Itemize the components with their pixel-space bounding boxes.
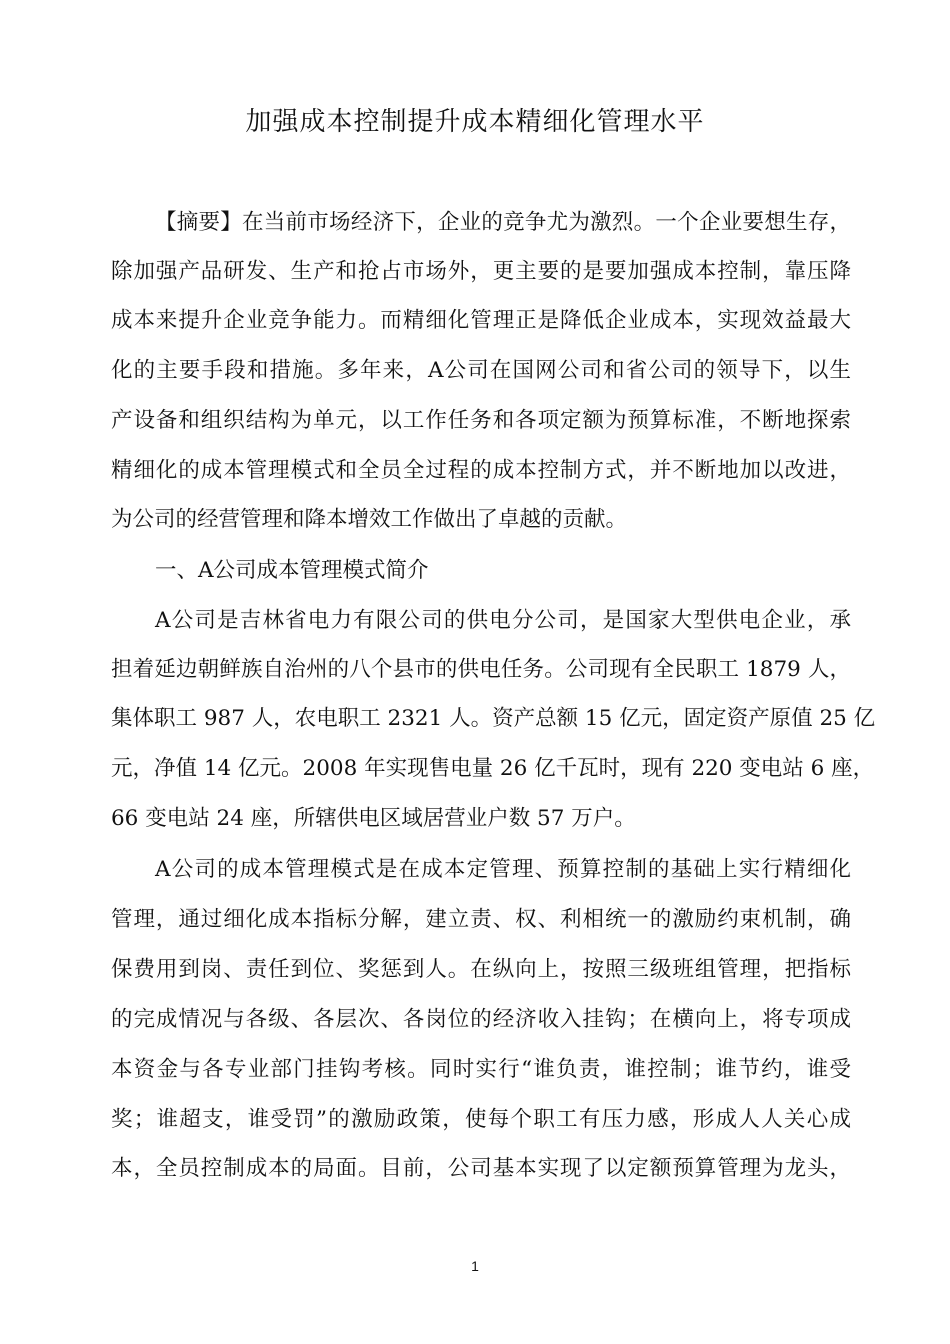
page-number: 1	[471, 1258, 479, 1274]
document-title: 加强成本控制提升成本精细化管理水平	[245, 107, 705, 137]
abstract-line: 除加强产品研发、生产和抢占市场外，更主要的是要加强成本控制，靠压降	[111, 259, 851, 284]
abstract-line: 精细化的成本管理模式和全员全过程的成本控制方式，并不断地加以改进，	[111, 458, 851, 483]
section-heading: 一、A公司成本管理模式简介	[155, 558, 429, 583]
paragraph-line: 66 变电站 24 座，所辖供电区域居营业户数 57 万户。	[111, 806, 636, 831]
abstract-line: 化的主要手段和措施。多年来，A公司在国网公司和省公司的领导下，以生	[111, 358, 851, 383]
paragraph-line: A公司是吉林省电力有限公司的供电分公司，是国家大型供电企业，承	[155, 608, 851, 633]
paragraph-line: 本资金与各专业部门挂钩考核。同时实行“谁负责，谁控制；谁节约，谁受	[111, 1057, 851, 1082]
paragraph-line: 奖；谁超支，谁受罚”的激励政策，使每个职工有压力感，形成人人关心成	[111, 1107, 851, 1132]
paragraph-line: 担着延边朝鲜族自治州的八个县市的供电任务。公司现有全民职工 1879 人，	[111, 657, 851, 682]
abstract-line: 为公司的经营管理和降本增效工作做出了卓越的贡献。	[111, 507, 628, 532]
paragraph-line: 元，净值 14 亿元。2008 年实现售电量 26 亿千瓦时，现有 220 变电站 6 座，	[111, 756, 875, 781]
paragraph-line: 保费用到岗、责任到位、奖惩到人。在纵向上，按照三级班组管理，把指标	[111, 957, 851, 982]
paragraph-line: 本，全员控制成本的局面。目前，公司基本实现了以定额预算管理为龙头，	[111, 1156, 851, 1181]
paragraph-line: 的完成情况与各级、各层次、各岗位的经济收入挂钩；在横向上，将专项成	[111, 1007, 851, 1032]
paragraph-line: 集体职工 987 人，农电职工 2321 人。资产总额 15 亿元，固定资产原值 25 亿	[111, 706, 876, 731]
abstract-line: 产设备和组织结构为单元，以工作任务和各项定额为预算标准，不断地探索	[111, 408, 851, 433]
paragraph-line: A公司的成本管理模式是在成本定管理、预算控制的基础上实行精细化	[155, 857, 851, 882]
abstract-line: 成本来提升企业竞争能力。而精细化管理正是降低企业成本，实现效益最大	[111, 308, 851, 333]
abstract-line: 【摘要】在当前市场经济下，企业的竞争尤为激烈。一个企业要想生存，	[155, 210, 851, 235]
paragraph-line: 管理，通过细化成本指标分解，建立责、权、利相统一的激励约束机制，确	[111, 907, 851, 932]
